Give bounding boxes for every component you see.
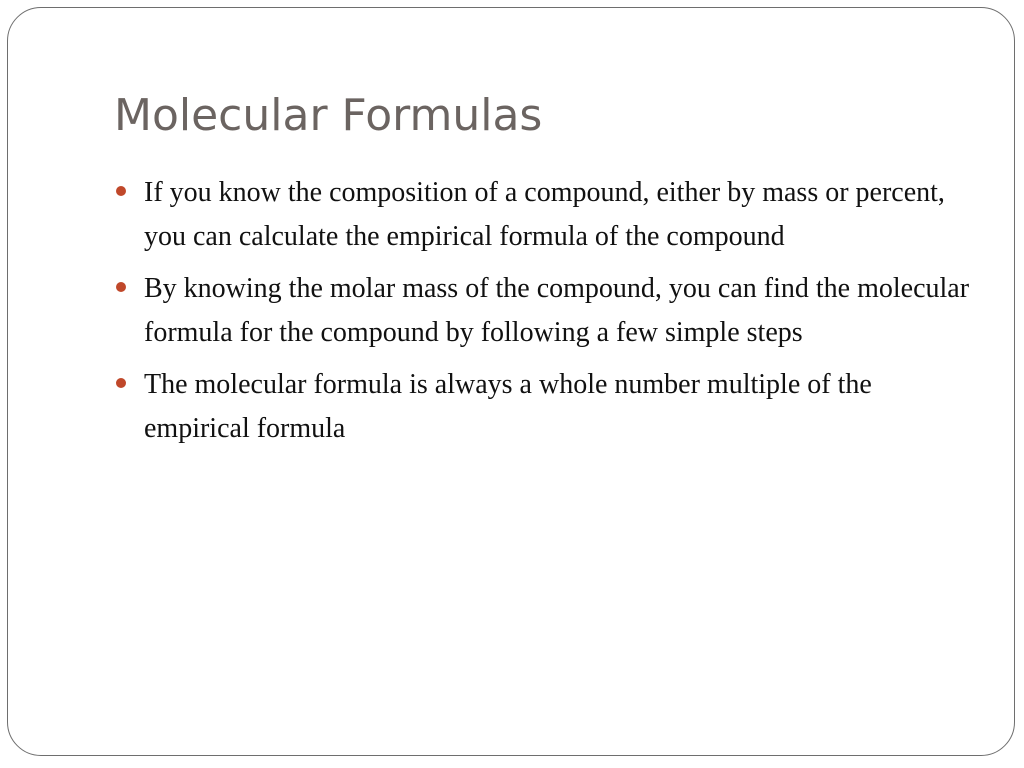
bullet-dot-icon [116, 186, 126, 196]
bullet-dot-icon [116, 378, 126, 388]
bullet-list [115, 171, 970, 459]
bullet-item [115, 171, 970, 259]
bullet-text: The molecular formula is always a whole number multiple of the empirical formula [144, 369, 872, 444]
bullet-dot-icon [116, 282, 126, 292]
bullet-item [115, 363, 970, 451]
slide-title: Molecular Formulas [114, 90, 543, 141]
bullet-text: If you know the composition of a compound, either by mass or percent, you can calculate the empirical formula of the compound [144, 177, 945, 252]
bullet-item [115, 267, 970, 355]
bullet-text: By knowing the molar mass of the compound, you can find the molecular formula for the compound by following a few simple steps [144, 273, 970, 348]
